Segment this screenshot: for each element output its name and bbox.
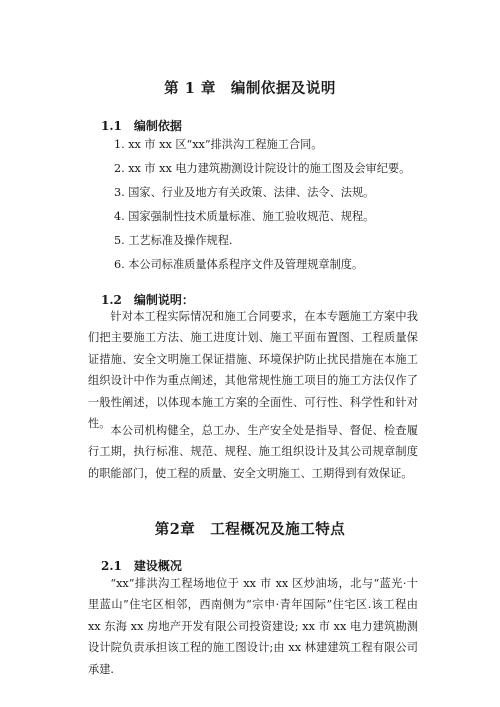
basis-list [114,133,410,277]
section-1-2-heading: 1.2 编制说明： [101,293,194,307]
body-paragraph: “xx”排洪沟工程场地位于 xx 市 xx 区炒油场，北与“蓝光·十里蓝山”住宅区相邻，西南侧为“宗申·青年国际”住宅区.该工程由 xx 东海 xx 房地产开发有限公司投资建设; xx 市 xx 电力建筑勘测设计院负责承担该工程的施工图设计;由 xx 林建建筑工程有限公司承建. [88,577,418,676]
list-item: 1. xx 市 xx 区“xx”排洪沟工程施工合同。 [114,138,323,151]
list-item: 6. 本公司标准质量体系程序文件及管理规章制度。 [114,258,364,271]
body-paragraph: 本公司机构健全，总工办、生产安全处是指导、督促、检查履行工期，执行标准、规范、规程、施工组织设计及其公司规章制度的职能部门，使工程的质量、安全文明施工、工期得到有效保证。 [88,424,418,480]
list-item: 4. 国家强制性技术质量标准、施工验收规范、规程。 [114,210,375,223]
list-item: 5. 工艺标准及操作规程. [114,234,233,247]
chapter-1-title: 第 1 章 编制依据及说明 [164,80,336,97]
list-item: 2. xx 市 xx 电力建筑勘测设计院设计的施工图及会审纪要。 [114,162,411,175]
section-2-1-heading: 2.1 建设概况 [101,559,182,573]
body-paragraph: 针对本工程实际情况和施工合同要求，在本专题施工方案中我们把主要施工方法、施工进度计划、施工平面布置图、工程质量保证措施、安全文明施工保证措施、环境保护防止扰民措施在本施工组织设计中作为重点阐述，其他常规性施工项目的施工方法仅作了一般性阐述，以体现本施工方案的全面性、可行性、科学性和针对性。 [88,310,418,431]
chapter-2-title: 第2章 工程概况及施工特点 [154,521,346,538]
list-item: 3. 国家、行业及地方有关政策、法律、法令、法规。 [114,186,375,199]
section-1-1-heading: 1.1 编制依据 [101,119,182,133]
